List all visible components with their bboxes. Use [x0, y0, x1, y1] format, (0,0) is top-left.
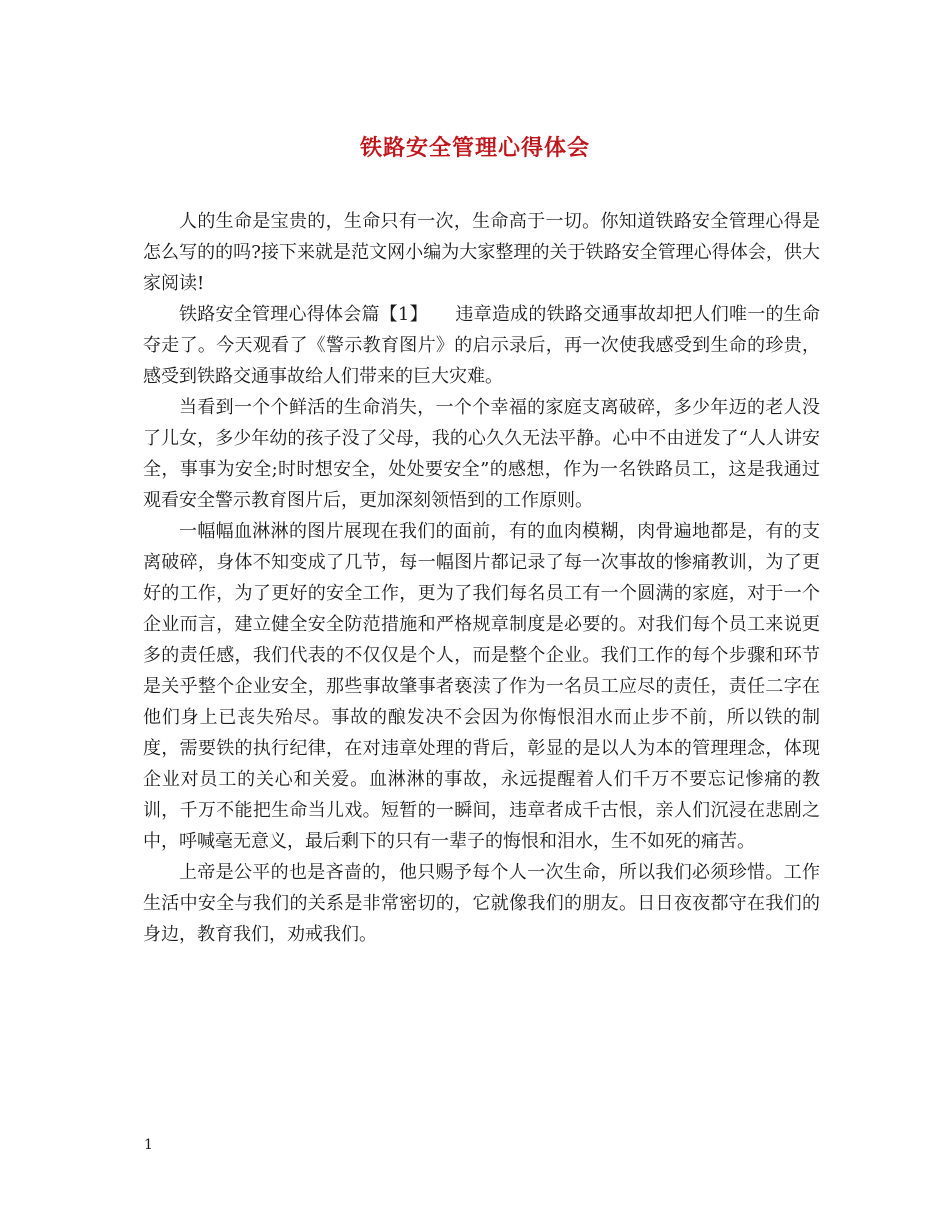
- paragraph-reflection: 当看到一个个鲜活的生命消失，一个个幸福的家庭支离破碎，多少年迈的老人没了儿女，多少年幼的孩子没了父母，我的心久久无法平静。心中不由迸发了“人人讲安全，事事为安全;时时想安全，处处要安全”的感想，作为一名铁路员工，这是我通过观看安全警示教育图片后，更加深刻领悟到的工作原则。: [143, 397, 820, 511]
- document-body: [143, 206, 820, 950]
- document-title: 铁路安全管理心得体会: [359, 135, 590, 161]
- paragraph-intro: 人的生命是宝贵的，生命只有一次，生命高于一切。你知道铁路安全管理心得是怎么写的的吗?接下来就是范文网小编为大家整理的关于铁路安全管理心得体会，供大家阅读!: [143, 211, 820, 294]
- page-number: 1: [144, 1137, 153, 1153]
- paragraph-conclusion: 上帝是公平的也是吝啬的，他只赐予每个人一次生命，所以我们必须珍惜。工作生活中安全与我们的关系是非常密切的，它就像我们的朋友。日日夜夜都守在我们的身边，教育我们，劝戒我们。: [143, 862, 820, 945]
- paragraph-images-lesson: 一幅幅血淋淋的图片展现在我们的面前，有的血肉模糊，肉骨遍地都是，有的支离破碎，身体不知变成了几节，每一幅图片都记录了每一次事故的惨痛教训，为了更好的工作，为了更好的安全工作，更为了我们每名员工有一个圆满的家庭，对于一个企业而言，建立健全安全防范措施和严格规章制度是必要的。对我们每个员工来说更多的责任感，我们代表的不仅仅是个人，而是整个企业。我们工作的每个步骤和环节是关乎整个企业安全，那些事故肇事者亵渎了作为一名员工应尽的责任，责任二字在他们身上已丧失殆尽。事故的酿发决不会因为你悔恨泪水而止步不前，所以铁的制度，需要铁的执行纪律，在对违章处理的背后，彰显的是以人为本的管理理念，体现企业对员工的关心和关爱。血淋淋的事故，永远提醒着人们千万不要忘记惨痛的教训，千万不能把生命当儿戏。短暂的一瞬间，违章者成千古恨，亲人们沉浸在悲剧之中，呼喊毫无意义，最后剩下的只有一辈子的悔恨和泪水，生不如死的痛苦。: [143, 521, 820, 852]
- paragraph-section-1: 铁路安全管理心得体会篇【1】 违章造成的铁路交通事故却把人们唯一的生命夺走了。今天观看了《警示教育图片》的启示录后，再一次使我感受到生命的珍贵，感受到铁路交通事故给人们带来的巨大灾难。: [143, 304, 820, 387]
